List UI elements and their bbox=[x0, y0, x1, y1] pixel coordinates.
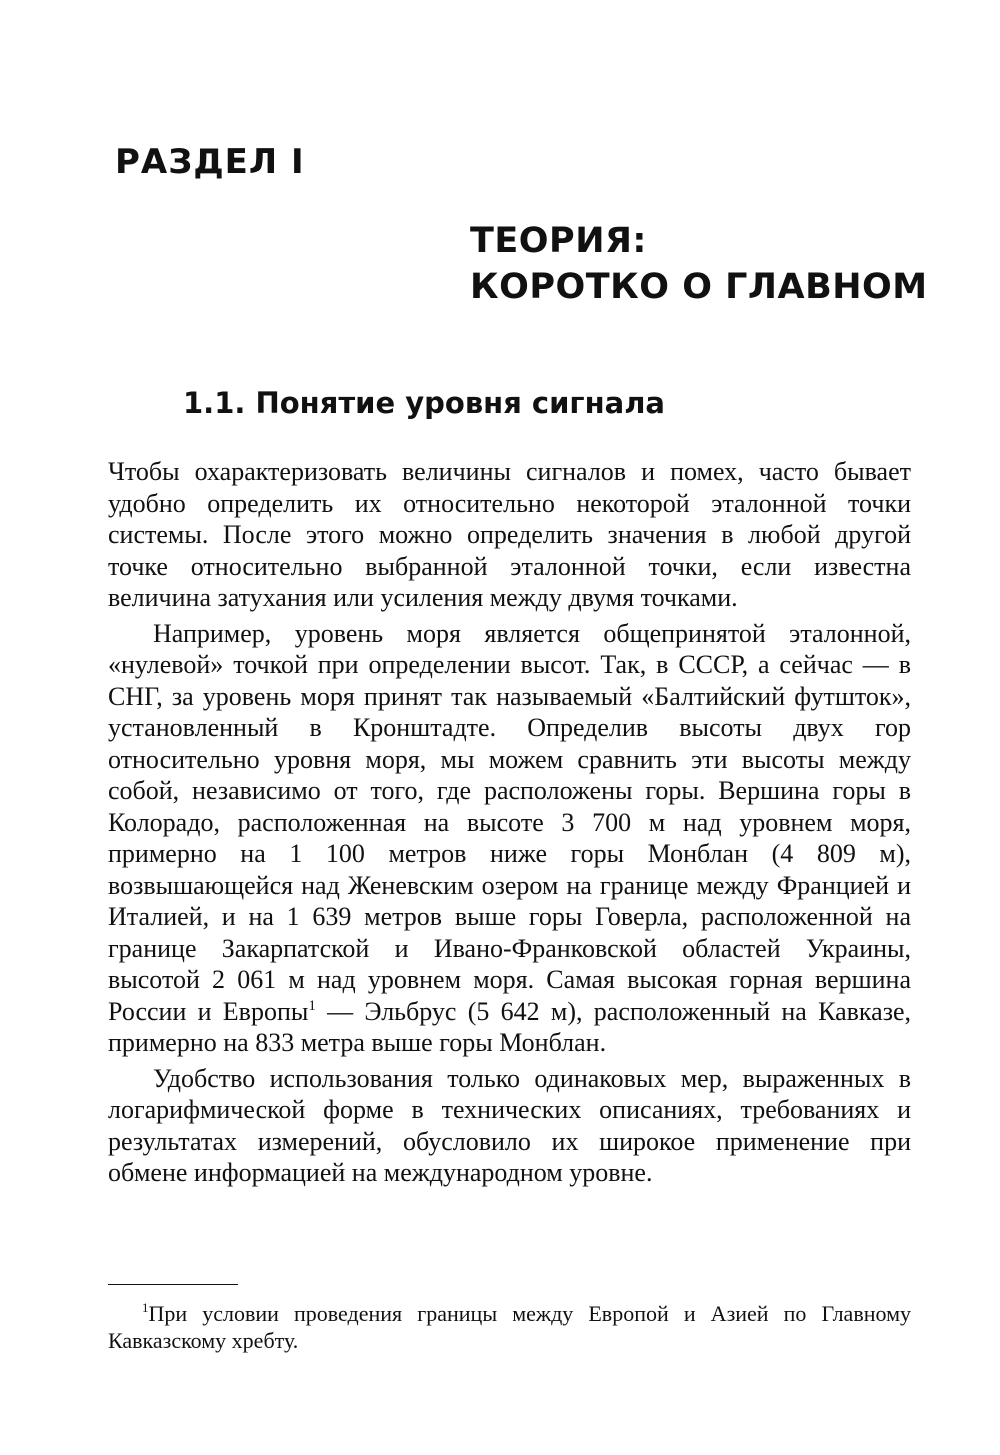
body-text bbox=[108, 456, 911, 1193]
paragraph-2-text: Например, уровень моря является общепринятой эталонной, «нулевой» точкой при определении высот. Так, в СССР, а сейчас — в СНГ, за уровень моря принят так называемый «Балтийский футшток», установленный в Кронштадте. Определив высоты двух гор относительно уровня моря, мы можем сравнить эти высоты между собой, независимо от того, где расположены горы. Вершина горы в Колорадо, расположенная на высоте 3 700 м над уровнем моря, примерно на 1 100 метров ниже горы Монблан (4 809 м), возвышающейся над Женевским озером на границе между Францией и Италией, и на 1 639 метров выше горы Говерла, расположенной на границе Закарпатской и Ивано-Франковской областей Украины, высотой 2 061 м над уровнем моря. Самая высокая горная вершина России и Европы bbox=[108, 618, 911, 1026]
paragraph-1: Чтобы охарактеризовать величины сигналов и помех, часто бывает удобно определить их относительно некоторой эталонной точки системы. После этого можно определить значения в любой другой точке относительно выбранной эталонной точки, если известна величина затухания или усиления между двумя точками. bbox=[108, 457, 911, 612]
part-title-line-1: ТЕОРИЯ: bbox=[470, 221, 647, 261]
paragraph-2 bbox=[108, 618, 911, 1059]
footnote-divider bbox=[108, 1284, 238, 1285]
footnote-reference: 1 bbox=[308, 997, 316, 1014]
part-label: РАЗДЕЛ I bbox=[115, 142, 305, 182]
footnote-text: При условии проведения границы между Европой и Азией по Главному Кавказскому хребту. bbox=[108, 1301, 911, 1353]
part-title bbox=[470, 218, 928, 310]
section-heading: 1.1. Понятие уровня сигнала bbox=[183, 386, 665, 420]
footnote bbox=[108, 1300, 911, 1354]
part-title-line-2: КОРОТКО О ГЛАВНОМ bbox=[470, 267, 928, 307]
footnote-marker: 1 bbox=[142, 1300, 149, 1315]
paragraph-2-tail: — Эльбрус (5 642 м), расположенный на Кавказе, примерно на 833 метра выше горы Монблан. bbox=[108, 996, 912, 1057]
paragraph-3: Удобство использования только одинаковых мер, выраженных в логарифмической форме в технических описаниях, требованиях и результатах измерений, обусловило их широкое применение при обмене информацией на международном уровне. bbox=[108, 1063, 911, 1187]
